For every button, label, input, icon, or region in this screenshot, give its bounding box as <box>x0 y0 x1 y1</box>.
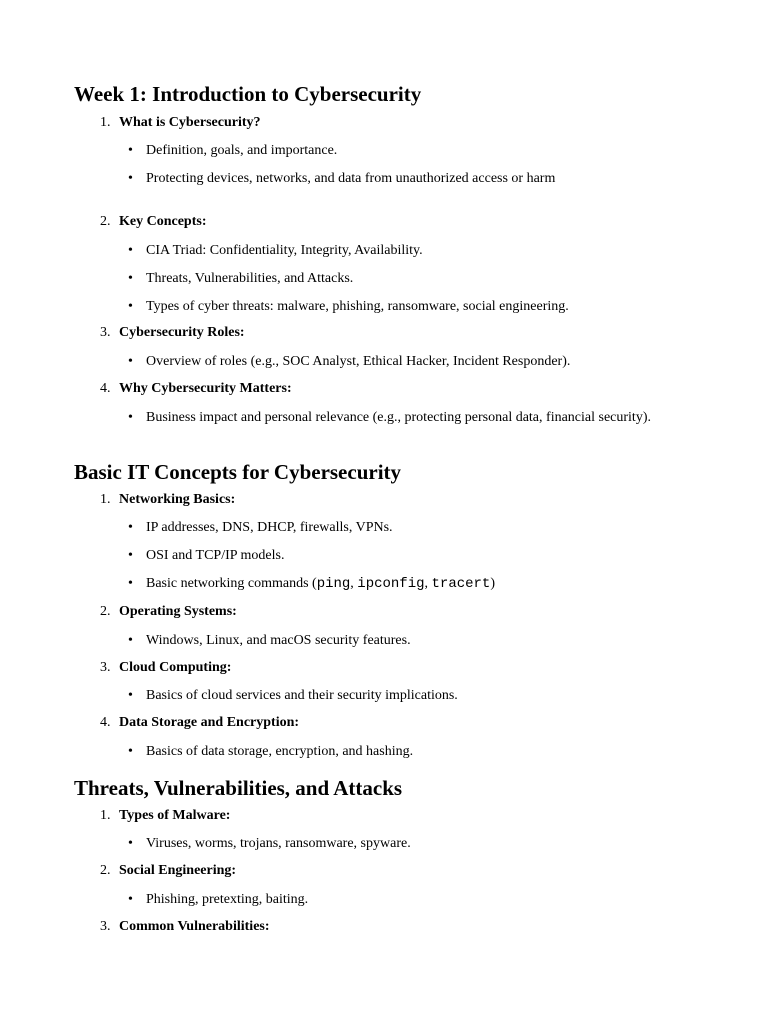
bullet-item: • Types of cyber threats: malware, phishing, ransomware, social engineering. <box>128 299 569 314</box>
item-label: Social Engineering: <box>119 863 237 878</box>
bullet-item: • Phishing, pretexting, baiting. <box>128 892 309 907</box>
bullet-item: • Definition, goals, and importance. <box>128 143 338 158</box>
section-title: Basic IT Concepts for Cybersecurity <box>74 460 402 484</box>
item-number: 4. <box>100 381 111 396</box>
bullet-item: • IP addresses, DNS, DHCP, firewalls, VPNs. <box>128 520 393 535</box>
item-label: Data Storage and Encryption: <box>119 715 300 730</box>
item-number: 2. <box>100 604 111 619</box>
item-label: Cybersecurity Roles: <box>119 325 245 340</box>
item-number: 1. <box>100 808 111 823</box>
item-number: 1. <box>100 492 111 507</box>
bullet-item-commands: • Basic networking commands (ping, ipconfig, tracert) <box>128 576 495 592</box>
bullet-icon: • <box>128 520 133 535</box>
item-label: Cloud Computing: <box>119 660 232 675</box>
bullet-item: • Basics of cloud services and their security implications. <box>128 688 458 703</box>
bullet-icon: • <box>128 892 133 907</box>
bullet-item: • Threats, Vulnerabilities, and Attacks. <box>128 271 354 286</box>
item-label: What is Cybersecurity? <box>119 115 261 130</box>
section-basic-it <box>74 459 714 485</box>
bullet-icon: • <box>128 243 133 258</box>
bullet-icon: • <box>128 744 133 759</box>
section-week1 <box>74 81 714 107</box>
item-label: Networking Basics: <box>119 492 236 507</box>
section-title: Threats, Vulnerabilities, and Attacks <box>74 776 403 800</box>
bullet-icon: • <box>128 633 133 648</box>
bullet-item: • Overview of roles (e.g., SOC Analyst, Ethical Hacker, Incident Responder). <box>128 354 571 369</box>
section-threats <box>74 775 714 801</box>
section-title: Week 1: Introduction to Cybersecurity <box>74 82 422 106</box>
bullet-icon: • <box>128 143 133 158</box>
item-label: Types of Malware: <box>119 808 231 823</box>
bullet-item: • Protecting devices, networks, and data from unauthorized access or harm <box>128 171 556 186</box>
bullet-icon: • <box>128 410 133 425</box>
item-number: 2. <box>100 863 111 878</box>
item-label: Operating Systems: <box>119 604 237 619</box>
bullet-icon: • <box>128 271 133 286</box>
bullet-item: • CIA Triad: Confidentiality, Integrity, Availability. <box>128 243 423 258</box>
bullet-item: • Viruses, worms, trojans, ransomware, spyware. <box>128 836 411 851</box>
item-number: 1. <box>100 115 111 130</box>
bullet-item: • Basics of data storage, encryption, and hashing. <box>128 744 414 759</box>
item-number: 2. <box>100 214 111 229</box>
bullet-item: • Business impact and personal relevance (e.g., protecting personal data, financial security). <box>128 410 651 425</box>
bullet-icon: • <box>128 576 133 591</box>
bullet-icon: • <box>128 836 133 851</box>
bullet-icon: • <box>128 688 133 703</box>
bullet-icon: • <box>128 299 133 314</box>
command-tracert: tracert <box>431 576 491 592</box>
item-number: 4. <box>100 715 111 730</box>
bullet-icon: • <box>128 171 133 186</box>
item-label: Key Concepts: <box>119 214 207 229</box>
bullet-item: • OSI and TCP/IP models. <box>128 548 285 563</box>
bullet-icon: • <box>128 548 133 563</box>
bullet-item: • Windows, Linux, and macOS security features. <box>128 633 411 648</box>
item-number: 3. <box>100 919 111 934</box>
command-ping: ping <box>316 576 351 592</box>
item-number: 3. <box>100 660 111 675</box>
item-number: 3. <box>100 325 111 340</box>
bullet-icon: • <box>128 354 133 369</box>
command-ipconfig: ipconfig <box>357 576 425 592</box>
item-label: Why Cybersecurity Matters: <box>119 381 292 396</box>
item-label: Common Vulnerabilities: <box>119 919 270 934</box>
